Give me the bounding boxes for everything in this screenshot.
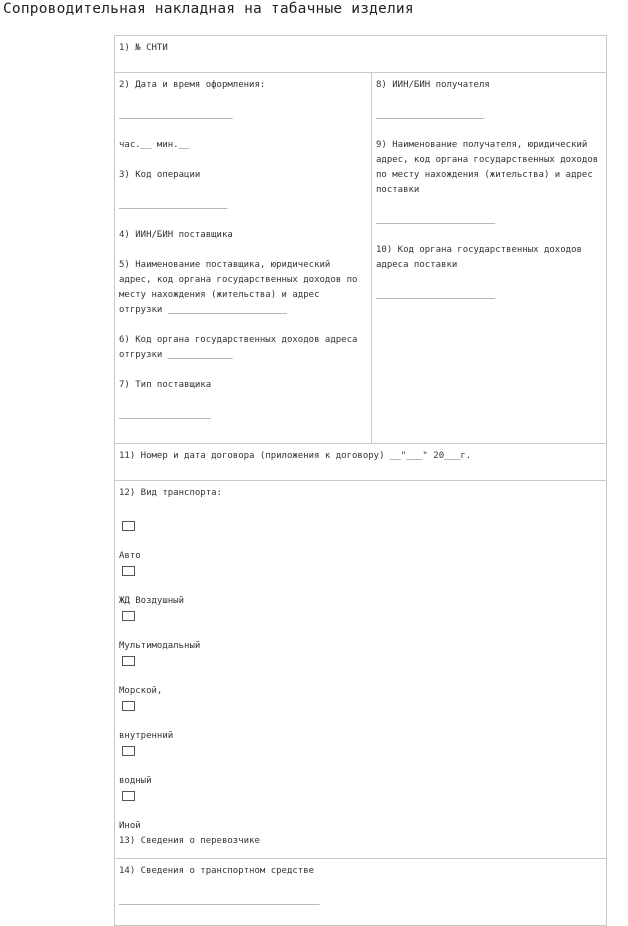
contract-row [115,444,606,481]
transport-checkbox-water[interactable] [122,746,135,756]
transport-checkbox-sea[interactable] [122,656,135,666]
field-operation-label: 3) Код операции [119,170,201,180]
transport-row [115,481,606,859]
field-recipient-iin-label: 8) ИИН/БИН получателя [376,80,490,90]
transport-option-label: Иной [119,821,141,831]
field-snti-row [115,36,606,73]
field-shipment-code-label: 6) Код органа государственных доходов адреса отгрузки ____________ [119,335,358,360]
field-recipient-name-label: 9) Наименование получателя, юридический адрес, код органа государственных доходов по месту нахождения (жительства) и адрес поставки [376,140,599,195]
vehicle-row [115,859,606,926]
supplier-column [115,73,372,443]
transport-checkbox-other[interactable] [122,791,135,801]
transport-checkbox-auto[interactable] [122,521,135,531]
field-recipient-name-blank[interactable]: ______________________ [376,215,496,225]
field-snti-label: 1) № СНТИ [119,43,168,53]
field-supplier-name-label: 5) Наименование поставщика, юридический адрес, код органа государственных доходов по месту нахождения (жительства) и адрес отгрузки ______________________ [119,260,358,315]
field-carrier-label: 13) Сведения о перевозчике [119,836,260,846]
field-operation-blank[interactable]: ____________________ [119,200,228,210]
field-vehicle-label: 14) Сведения о транспортном средстве [119,866,315,876]
waybill-form [114,35,607,926]
page-title: Сопроводительная накладная на табачные изделия [3,1,414,17]
field-contract-label: 11) Номер и дата договора (приложения к договору) __"___" 20___г. [119,451,472,461]
field-supplier-type-label: 7) Тип поставщика [119,380,212,390]
field-recipient-iin-blank[interactable]: ____________________ [376,110,485,120]
field-time-blank[interactable]: час.__ мин.__ [119,140,190,150]
transport-checkbox-multimodal[interactable] [122,611,135,621]
field-transport-label: 12) Вид транспорта: [119,488,222,498]
parties-row [115,73,606,444]
transport-option-label: Морской, [119,686,163,696]
transport-option-label: Авто [119,551,141,561]
field-date-blank[interactable]: _____________________ [119,110,233,120]
recipient-column [372,73,606,443]
transport-checkbox-rail-air[interactable] [122,566,135,576]
transport-option-label: Мультимодальный [119,641,201,651]
field-date-label: 2) Дата и время оформления: [119,80,266,90]
field-delivery-code-blank[interactable]: ______________________ [376,290,496,300]
field-vehicle-blank[interactable]: _____________________________________ [119,896,320,906]
field-delivery-code-label: 10) Код органа государственных доходов адреса поставки [376,245,582,270]
field-supplier-iin-label: 4) ИИН/БИН поставщика [119,230,233,240]
field-supplier-type-blank[interactable]: _________________ [119,410,212,420]
transport-checkbox-inland[interactable] [122,701,135,711]
transport-option-label: внутренний [119,731,174,741]
transport-option-label: ЖД Воздушный [119,596,185,606]
transport-option-label: водный [119,776,152,786]
